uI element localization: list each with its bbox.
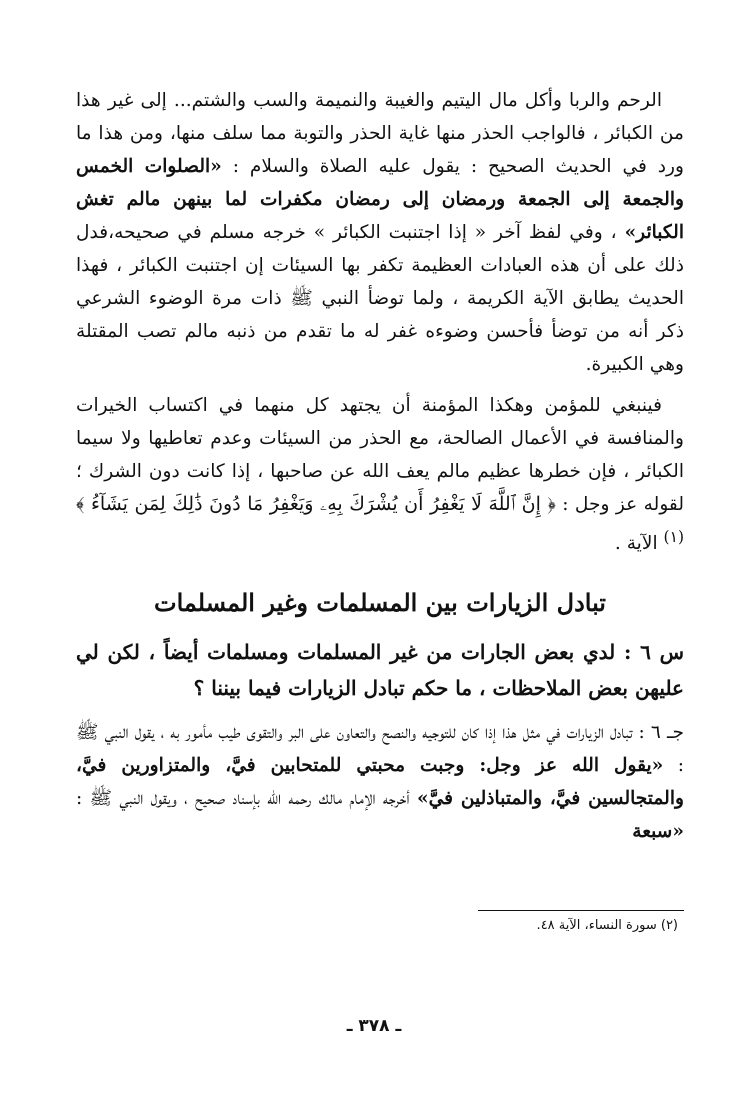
page-number: ـ ٣٧٨ ـ — [346, 1016, 402, 1036]
page-body — [76, 84, 684, 848]
footnote: (٢) سورة النساء، الآية ٤٨. — [536, 918, 678, 933]
quran-verse: ﴿ إِنَّ ٱللَّهَ لَا يَغْفِرُ أَن يُشْرَكَ بِهِۦ وَيَغْفِرُ مَا دُونَ ذَٰلِكَ لِمَن يَشَآءُ ﴾ — [76, 493, 556, 515]
paragraph-1 — [76, 84, 684, 381]
answer-next: «سبعة — [632, 821, 684, 843]
para1-rest: ، وفي لفظ آخر « إذا اجتنبت الكبائر » خرجه مسلم في صحيحه،فدل ذلك على أن هذه العبادات العظيمة تكفر بها السيئات إن اجتنبت الكبائر ، فهذا الحديث يطابق الآية الكريمة ، ولما توضأ النبي ﷺ ذات مرة الوضوء الشرعي ذكر أنه من توضأ فأحسن وضوءه غفر له ما تقدم من ذنبه مالم تصب المقتلة وهي الكبيرة. — [76, 222, 684, 375]
section-heading: تبادل الزيارات بين المسلمات وغير المسلمات — [153, 588, 606, 618]
hadith-quote: «الصلوات الخمس والجمعة إلى الجمعة ورمضان إلى رمضان مكفرات لما بينهن مالم تغش الكبائر» — [76, 156, 684, 243]
footnote-ref: (١) — [663, 528, 684, 546]
footnote-divider — [478, 910, 684, 911]
answer-hadith: «يقول الله عز وجل: وجبت محبتي للمتحابين فيَّ، والمتزاورين فيَّ، والمتجالسين فيَّ، والمتباذلين فيَّ» — [76, 755, 684, 810]
para2-end: الآية . — [614, 533, 658, 555]
answer-paragraph — [76, 716, 684, 848]
para1-intro: الرحم والربا وأكل مال اليتيم والغيبة والنميمة والسب والشتم... إلى غير هذا من الكبائر ، فالواجب الحذر منها غاية الحذر والتوبة مما سلف منها، ومن هذا ما ورد في الحديث الصحيح : يقول عليه الصلاة والسلام : — [76, 90, 684, 177]
paragraph-2 — [76, 389, 684, 560]
question-text: س ٦ : لدي بعض الجارات من غير المسلمات ومسلمات أيضاً ، لكن لي عليهن بعض الملاحظات ، ما حكم تبادل الزيارات فيما بيننا ؟ — [76, 640, 684, 701]
answer-start: جـ ٦ : تبادل الزيارات في مثل هذا إذا كان للتوجيه والنصح والتعاون على البر والتقوى طيب مأمور به ، يقول النبي ﷺ : — [76, 722, 684, 777]
para2-text: فينبغي للمؤمن وهكذا المؤمنة أن يجتهد كل منهما في اكتساب الخيرات والمنافسة في الأعمال الصالحة، مع الحذر من السيئات وعدم تعاطيها ولا سيما الكبائر ، فإن خطرها عظيم مالم يعف الله عن صاحبها ، إذا كانت دون الشرك ؛ لقوله عز وجل : — [76, 395, 684, 515]
answer-end: أخرجه الإمام مالك رحمه الله بإسناد صحيح ، ويقول النبي ﷺ : — [76, 788, 410, 810]
